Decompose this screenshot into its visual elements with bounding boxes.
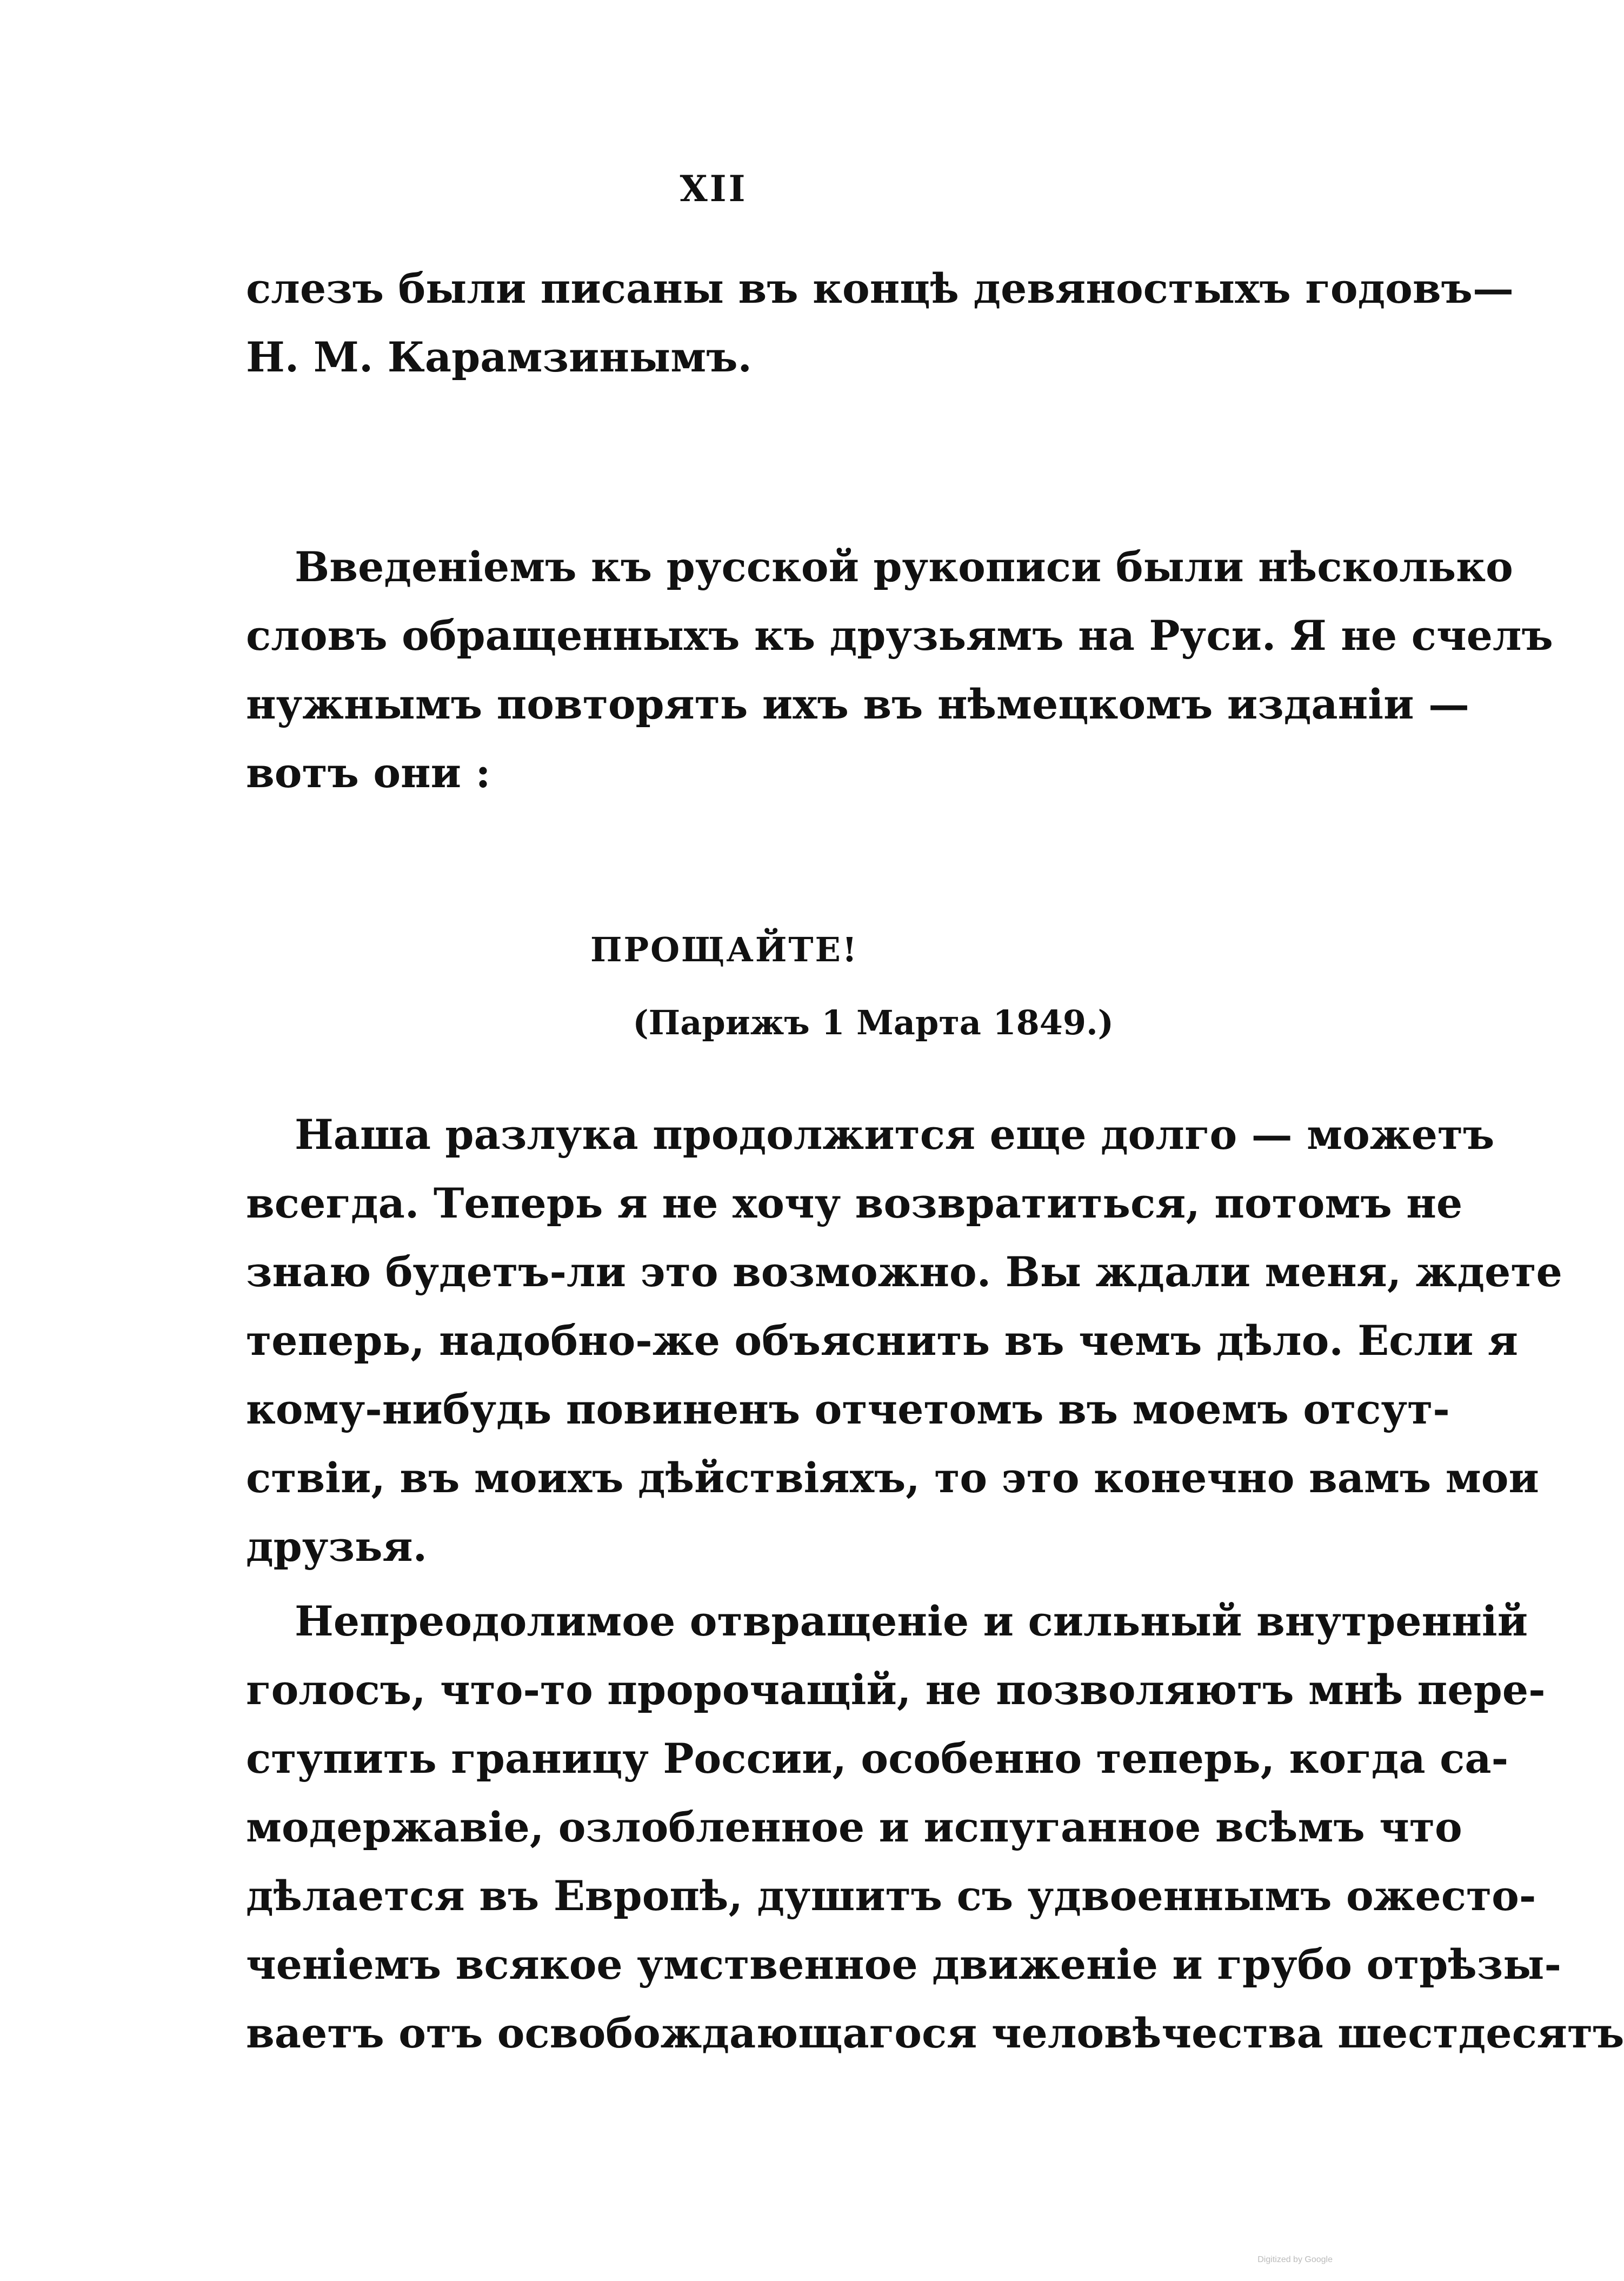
- text-line: слезъ были писаны въ концѣ девяностыхъ годовъ—: [246, 264, 1514, 312]
- text-line: Наша разлука продолжится еще долго — можетъ: [295, 1110, 1495, 1159]
- paragraph-closing-preface: [246, 254, 1514, 391]
- section-heading: ПРОЩАЙТЕ!: [590, 930, 859, 969]
- text-line: теперь, надобно-же объяснить въ чемъ дѣло. Если я: [246, 1316, 1518, 1365]
- text-line: голосъ, что-то пророчащій, не позволяютъ мнѣ пере-: [246, 1666, 1546, 1714]
- text-line: Непреодолимое отвращеніе и сильный внутренній: [295, 1597, 1528, 1645]
- text-line: ствіи, въ моихъ дѣйствіяхъ, то это конечно вамъ мои: [246, 1454, 1539, 1502]
- text-line: модержавіе, озлобленное и испуганное всѣмъ что: [246, 1803, 1462, 1851]
- text-line: ченіемъ всякое умственное движеніе и грубо отрѣзы-: [246, 1940, 1562, 1989]
- text-line: друзья.: [246, 1522, 428, 1571]
- text-line: знаю будетъ-ли это возможно. Вы ждали меня, ждете: [246, 1248, 1562, 1296]
- digitization-watermark: Digitized by Google: [1257, 2255, 1333, 2264]
- text-line: кому-нибудь повиненъ отчетомъ въ моемъ отсут-: [246, 1385, 1450, 1433]
- text-line: ваетъ отъ освобождающагося человѣчества шестдесятъ: [246, 2009, 1624, 2057]
- text-line: всегда. Теперь я не хочу возвратиться, потомъ не: [246, 1179, 1463, 1227]
- paragraph-farewell: [246, 1100, 1562, 1581]
- paragraph-introduction: [246, 533, 1553, 807]
- text-line: Н. М. Карамзинымъ.: [246, 333, 753, 381]
- page-number: XII: [680, 168, 748, 210]
- text-line: дѣлается въ Европѣ, душитъ съ удвоеннымъ ожесто-: [246, 1872, 1536, 1920]
- text-line: вотъ они :: [246, 749, 491, 797]
- paragraph-aversion: [246, 1587, 1624, 2067]
- dateline: (Парижъ 1 Марта 1849.): [633, 1003, 1114, 1042]
- text-line: ступить границу России, особенно теперь, когда са-: [246, 1734, 1509, 1783]
- text-line: нужнымъ повторять ихъ въ нѣмецкомъ изданіи —: [246, 680, 1469, 728]
- text-line: Введеніемъ къ русской рукописи были нѣсколько: [295, 543, 1513, 591]
- text-line: словъ обращенныхъ къ друзьямъ на Руси. Я не счелъ: [246, 611, 1553, 660]
